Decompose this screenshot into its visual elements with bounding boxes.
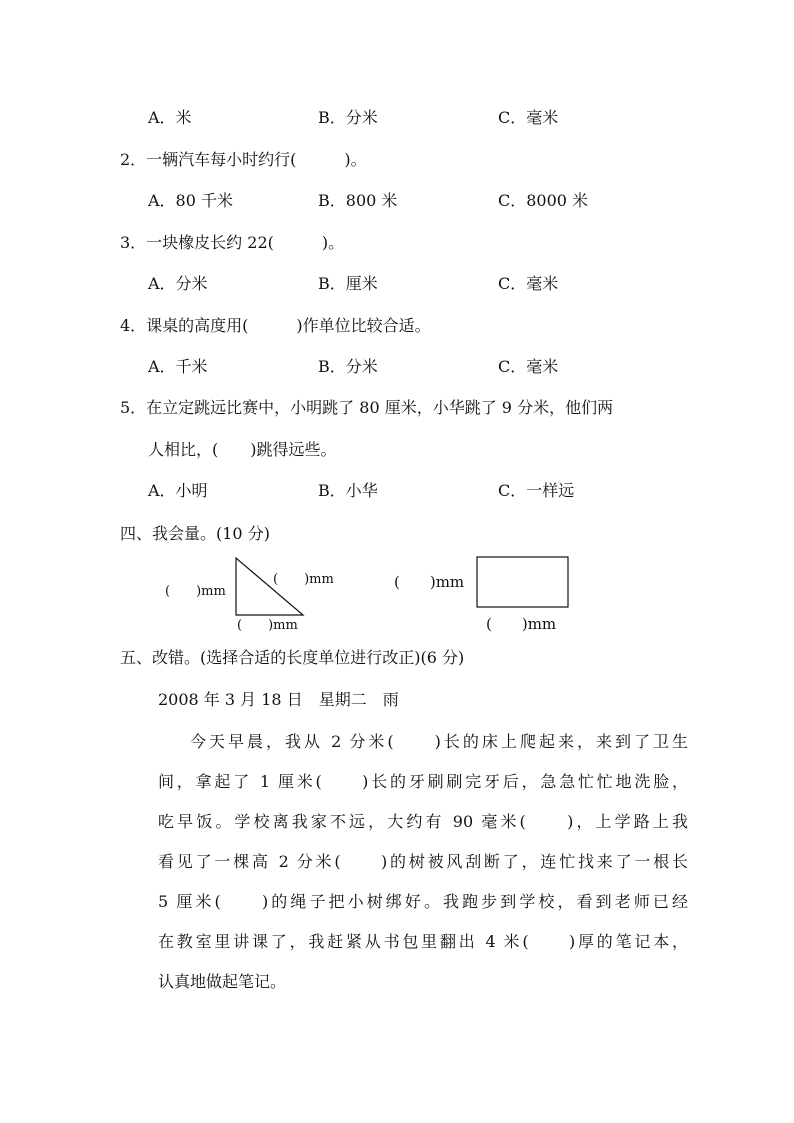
diary-line: 今天早晨，我从 2 分米( )长的床上爬起来，来到了卫生: [190, 732, 688, 751]
q3-stem: 3．一块橡皮长约 22( )。: [120, 233, 345, 252]
q1-option-b: B．分米: [318, 108, 378, 127]
rectangle: [477, 557, 568, 607]
q5-option-b: B．小华: [318, 481, 378, 500]
diary-line: 在教室里讲课了，我赶紧从书包里翻出 4 米( )厚的笔记本，: [158, 932, 688, 951]
rectangle-left-measure-label: ( )mm: [394, 573, 465, 591]
diary-line: 看见了一棵高 2 分米( )的树被风刮断了，连忙找来了一根长: [158, 852, 688, 871]
q2-option-a: A．80 千米: [148, 191, 234, 210]
q3-option-c: C．毫米: [498, 274, 559, 293]
q5-stem-line1: 5．在立定跳远比赛中，小明跳了 80 厘米，小华跳了 9 分米，他们两: [120, 398, 614, 417]
triangle-bottom-measure-label: ( )mm: [237, 618, 298, 633]
rectangle-bottom-measure-label: ( )mm: [486, 615, 557, 633]
section5-title: 五、改错。(选择合适的长度单位进行改正)(6 分): [120, 648, 465, 667]
q2-stem: 2．一辆汽车每小时约行( )。: [120, 150, 367, 169]
diary-header: 2008 年 3 月 18 日 星期二 雨: [158, 690, 399, 709]
diary-line: 吃早饭。学校离我家不远，大约有 90 毫米( )，上学路上我: [158, 812, 688, 831]
diary-line: 间，拿起了 1 厘米( )长的牙刷刷完牙后，急急忙忙地洗脸，: [158, 772, 688, 791]
q1-option-a: A．米: [148, 108, 192, 127]
section4-title: 四、我会量。(10 分): [120, 524, 270, 543]
q1-option-c: C．毫米: [498, 108, 559, 127]
q5-option-c: C．一样远: [498, 481, 575, 500]
q2-option-c: C．8000 米: [498, 191, 589, 210]
q3-option-b: B．厘米: [318, 274, 378, 293]
q5-stem-line2: 人相比，( )跳得远些。: [148, 440, 337, 459]
triangle-hypotenuse-measure-label: ( )mm: [273, 572, 334, 587]
q4-option-a: A．千米: [148, 357, 208, 376]
triangle-left-measure-label: ( )mm: [165, 584, 226, 599]
q2-option-b: B．800 米: [318, 191, 398, 210]
q4-option-b: B．分米: [318, 357, 378, 376]
diary-line: 5 厘米( )的绳子把小树绑好。我跑步到学校，看到老师已经: [158, 892, 688, 911]
q4-option-c: C．毫米: [498, 357, 559, 376]
q3-option-a: A．分米: [148, 274, 208, 293]
diary-paragraph: [158, 732, 688, 1012]
q5-option-a: A．小明: [148, 481, 208, 500]
q4-stem: 4．课桌的高度用( )作单位比较合适。: [120, 316, 431, 335]
diary-line: 认真地做起笔记。: [158, 972, 287, 991]
